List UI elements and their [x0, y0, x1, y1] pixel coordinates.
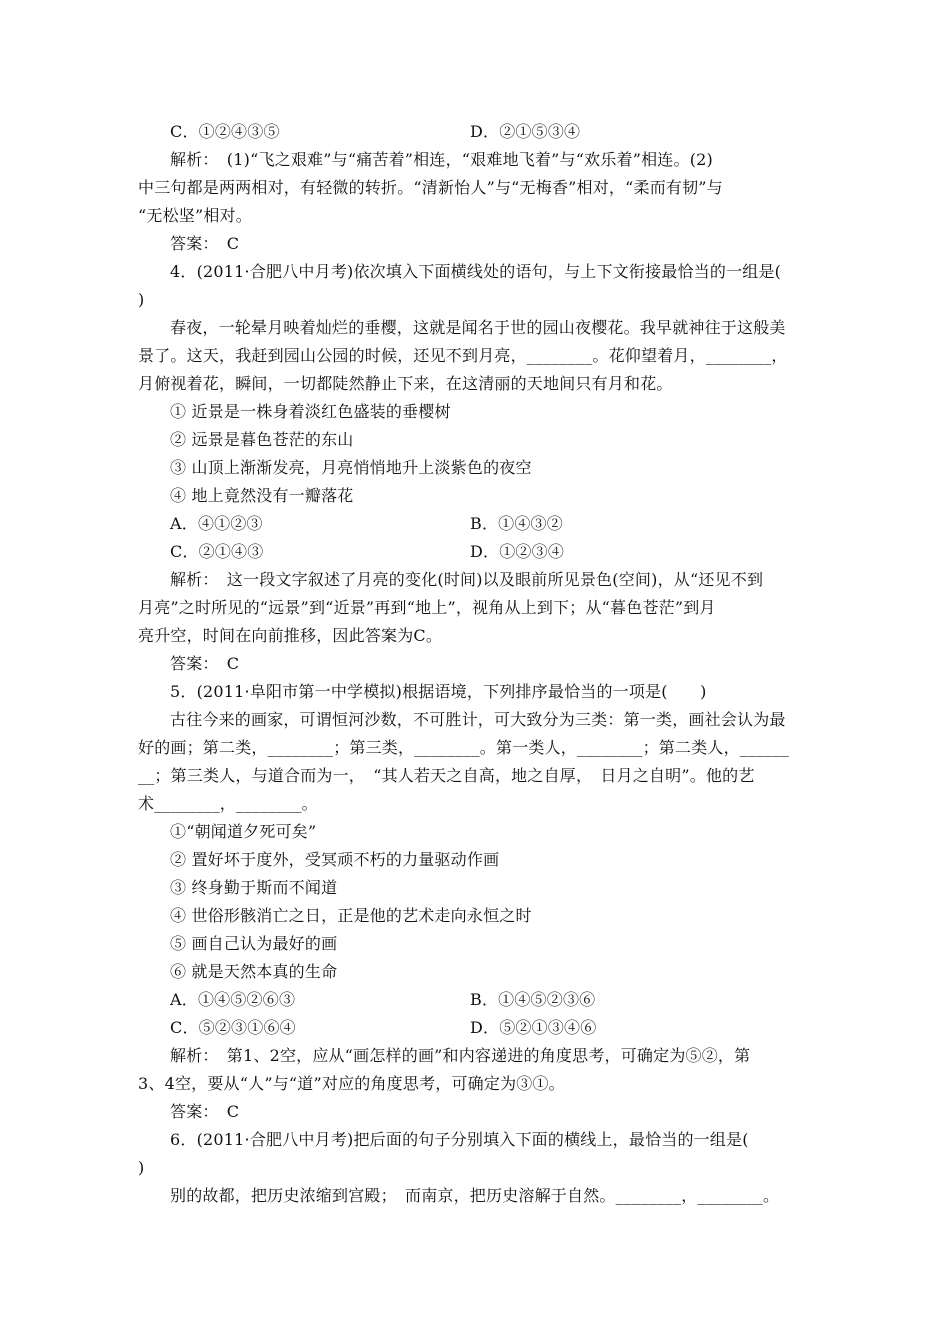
q4-analysis-line: 亮升空，时间在向前推移，因此答案为C。 — [138, 626, 443, 645]
q6-passage-line: 别的故都，把历史浓缩到宫殿； 而南京，把历史溶解于自然。________，________。 — [170, 1186, 780, 1205]
q6-stem-cont: ) — [138, 1158, 145, 1177]
q4-stem: 4．(2011·合肥八中月考)依次填入下面横线处的语句，与上下文衔接最恰当的一组是( — [170, 262, 782, 281]
q4-passage-line: 月俯视着花，瞬间，一切都陡然静止下来，在这清丽的天地间只有月和花。 — [138, 374, 673, 393]
q4-answer: 答案： C — [170, 654, 240, 673]
q5-item: ② 置好坏于度外，受冥顽不朽的力量驱动作画 — [170, 850, 500, 869]
q5-analysis-line: 3、4空，要从“人”与“道”对应的角度思考，可确定为③①。 — [138, 1074, 565, 1093]
q3-answer: 答案： C — [170, 234, 240, 253]
q5-passage-line: 古往今来的画家，可谓恒河沙数，不可胜计，可大致分为三类：第一类，画社会认为最 — [170, 710, 786, 729]
q5-stem: 5．(2011·阜阳市第一中学模拟)根据语境，下列排序最恰当的一项是( ) — [170, 682, 707, 701]
q6-stem: 6．(2011·合肥八中月考)把后面的句子分别填入下面的横线上，最恰当的一组是( — [170, 1130, 749, 1149]
q4-passage-line: 春夜，一轮晕月映着灿烂的垂樱，这就是闻名于世的园山夜樱花。我早就神往于这般美 — [170, 318, 786, 337]
q5-option-d: D．⑤②①③④⑥ — [470, 1018, 597, 1037]
q5-answer: 答案： C — [170, 1102, 240, 1121]
q4-item: ② 远景是暮色苍茫的东山 — [170, 430, 354, 449]
q5-item: ③ 终身勤于斯而不闻道 — [170, 878, 338, 897]
q4-analysis-line: 月亮”之时所见的“远景”到“近景”再到“地上”，视角从上到下；从“暮色苍茫”到月 — [138, 598, 716, 617]
q5-passage-line: __；第三类人，与道合而为一， “其人若天之自高，地之自厚， 日月之自明”。他的艺 — [138, 766, 755, 785]
q5-item: ⑥ 就是天然本真的生命 — [170, 962, 338, 981]
q3-analysis-line: “无松坚”相对。 — [138, 206, 252, 225]
q5-item: ⑤ 画自己认为最好的画 — [170, 934, 338, 953]
q4-item: ① 近景是一株身着淡红色盛装的垂樱树 — [170, 402, 451, 421]
q4-passage-line: 景了。这天，我赶到园山公园的时候，还见不到月亮，________。花仰望着月，________， — [138, 346, 788, 365]
q4-analysis-line: 解析： 这一段文字叙述了月亮的变化(时间)以及眼前所见景色(空间)，从“还见不到 — [170, 570, 764, 589]
q4-option-b: B．①④③② — [470, 514, 563, 533]
q5-analysis-line: 解析： 第1、2空，应从“画怎样的画”和内容递进的角度思考，可确定为⑤②，第 — [170, 1046, 751, 1065]
q5-passage-line: 术________，________。 — [138, 794, 318, 813]
q4-stem-cont: ) — [138, 290, 145, 309]
q3-option-c: C．①②④③⑤ — [170, 122, 280, 141]
q5-item: ④ 世俗形骸消亡之日，正是他的艺术走向永恒之时 — [170, 906, 532, 925]
q3-analysis-line: 解析： (1)“飞之艰难”与“痛苦着”相连，“艰难地飞着”与“欢乐着”相连。(2) — [170, 150, 713, 169]
q5-option-b: B．①④⑤②③⑥ — [470, 990, 596, 1009]
q4-item: ④ 地上竟然没有一瓣落花 — [170, 486, 354, 505]
q5-item: ①“朝闻道夕死可矣” — [170, 822, 317, 841]
q5-passage-line: 好的画；第二类，________；第三类，________。第一类人，________；第二类人，______ — [138, 738, 790, 757]
q5-option-c: C．⑤②③①⑥④ — [170, 1018, 296, 1037]
q4-option-a: A．④①②③ — [170, 514, 263, 533]
q4-item: ③ 山顶上渐渐发亮，月亮悄悄地升上淡紫色的夜空 — [170, 458, 532, 477]
q4-option-d: D．①②③④ — [470, 542, 565, 561]
q4-option-c: C．②①④③ — [170, 542, 264, 561]
q3-option-d: D．②①⑤③④ — [470, 122, 581, 141]
q3-analysis-line: 中三句都是两两相对，有轻微的转折。“清新怡人”与“无梅香”相对，“柔而有韧”与 — [138, 178, 723, 197]
q5-option-a: A．①④⑤②⑥③ — [170, 990, 296, 1009]
